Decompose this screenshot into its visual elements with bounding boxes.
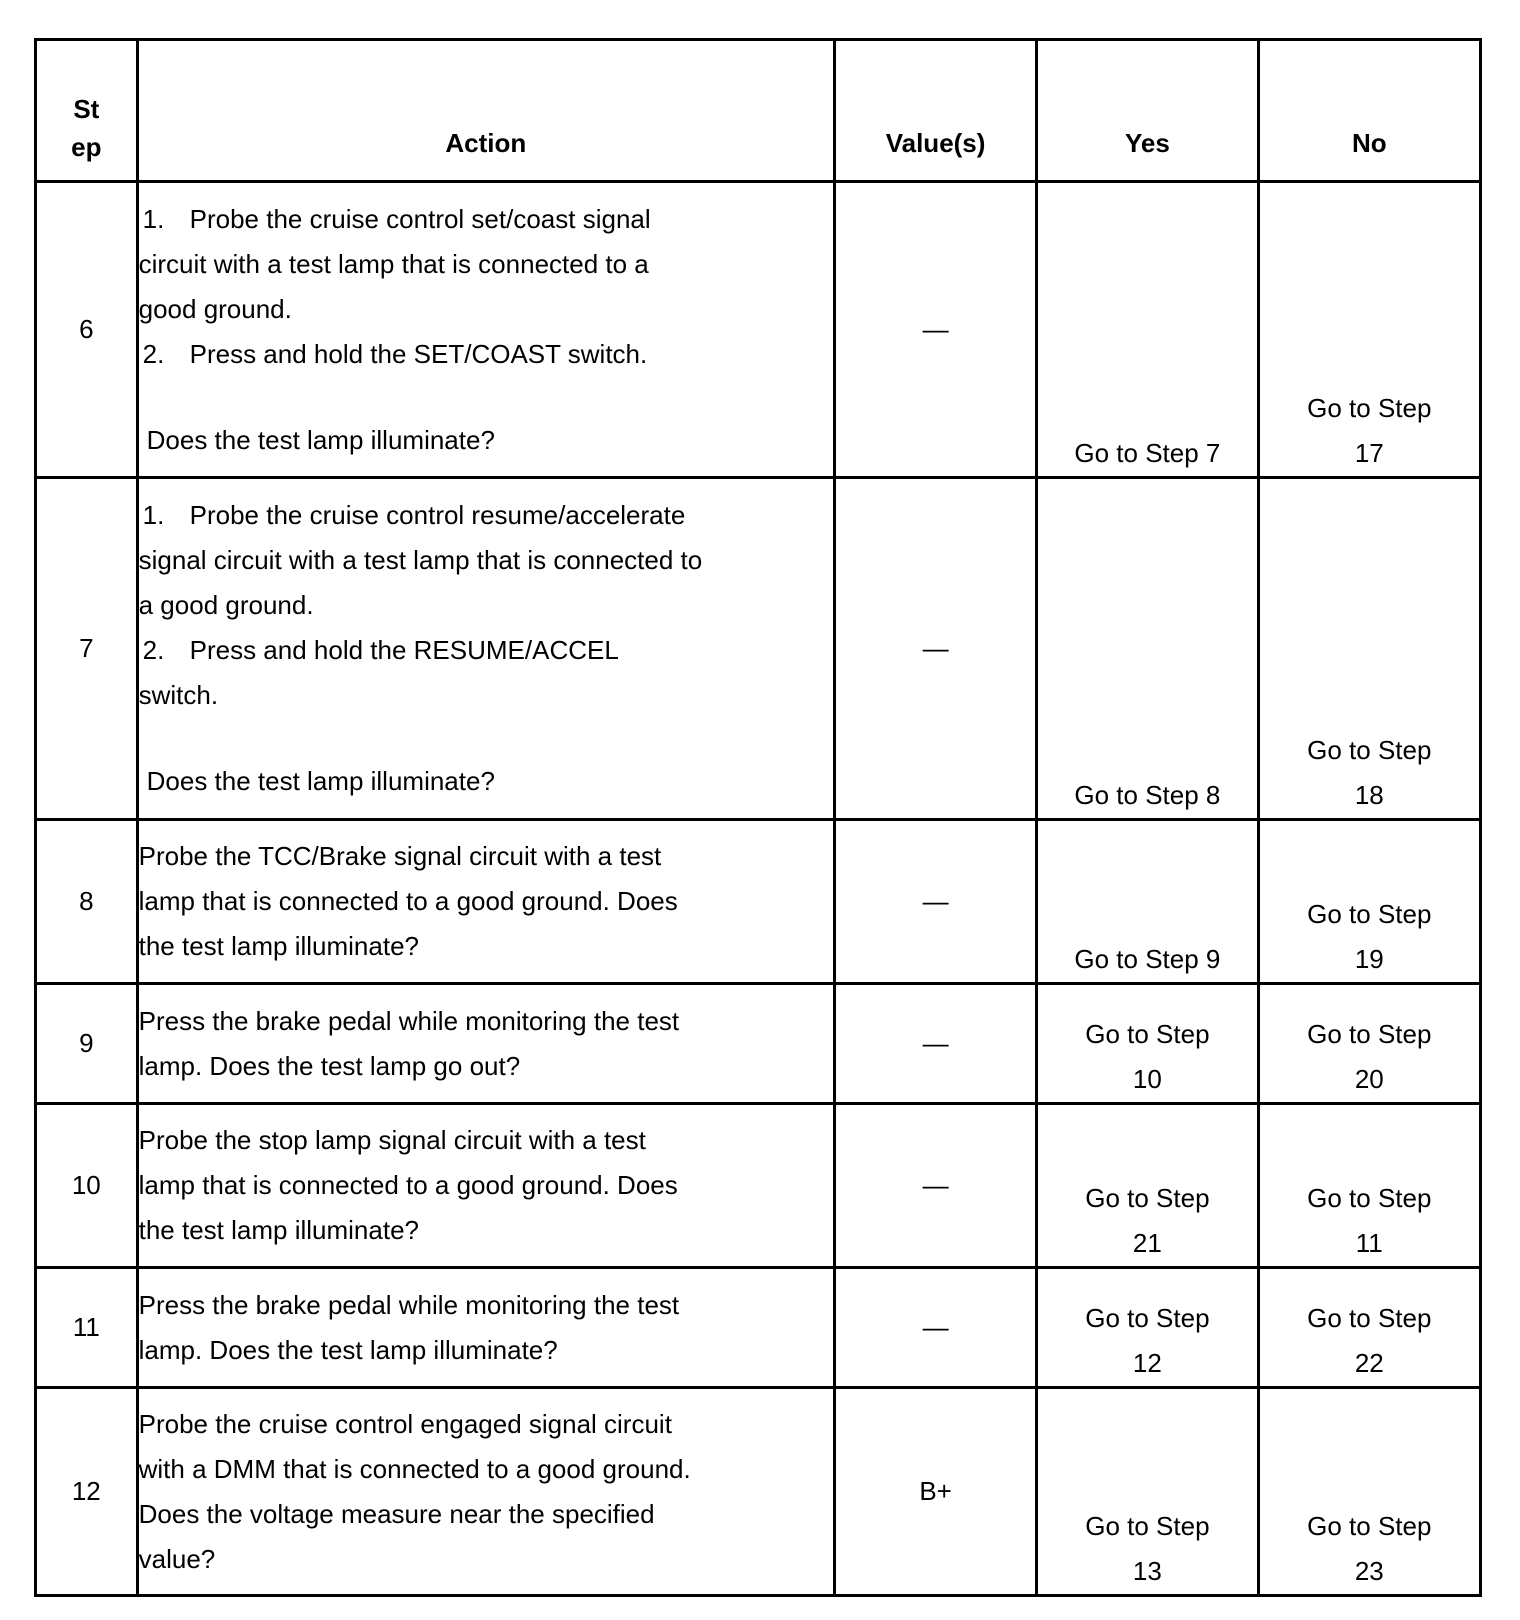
yes-destination: Go to Step 7 [1074, 438, 1221, 468]
no-destination: Go to Step [1307, 1511, 1432, 1541]
table-row [36, 984, 1481, 1104]
yes-cell [1037, 478, 1258, 820]
action-line [139, 1283, 833, 1328]
value-text: — [922, 1170, 949, 1200]
value-text: B+ [919, 1476, 952, 1506]
yes-destination: 10 [1132, 1064, 1162, 1094]
yes-destination: Go to Step [1085, 1511, 1210, 1541]
action-text: Press and hold the SET/COAST switch. [189, 338, 648, 369]
action-line [139, 1163, 833, 1208]
action-spacer [139, 377, 833, 418]
action-text: circuit with a test lamp that is connected to a [138, 248, 649, 279]
action-line [139, 834, 833, 879]
step-number: 6 [36, 182, 138, 478]
action-text: value? [138, 1543, 216, 1574]
step-number: 8 [36, 820, 138, 984]
action-line [139, 673, 833, 718]
yes-cell [1037, 1104, 1258, 1268]
table-row [36, 820, 1481, 984]
action-line [139, 332, 833, 377]
action-line [139, 287, 833, 332]
yes-cell [1037, 1268, 1258, 1388]
table-row [36, 1388, 1481, 1596]
action-text: good ground. [138, 293, 292, 324]
action-text: the test lamp illuminate? [138, 931, 419, 961]
action-line [139, 538, 833, 583]
header-step [36, 40, 138, 182]
yes-destination: Go to Step 9 [1074, 944, 1221, 974]
action-text: Probe the cruise control set/coast signal [189, 203, 651, 234]
no-destination: 18 [1354, 780, 1384, 810]
action-line [139, 1402, 833, 1447]
action-step-number: 2. [142, 635, 165, 665]
yes-destination: Go to Step [1085, 1019, 1210, 1049]
header-yes: Yes [1037, 40, 1258, 182]
action-text: lamp. Does the test lamp go out? [138, 1050, 521, 1081]
value-text: — [922, 1028, 949, 1058]
value-cell [834, 478, 1036, 820]
action-cell [137, 478, 834, 820]
yes-destination: Go to Step 8 [1074, 780, 1221, 810]
action-cell [137, 984, 834, 1104]
action-spacer [139, 718, 833, 759]
action-line [139, 583, 833, 628]
action-text: with a DMM that is connected to a good ground. [138, 1453, 691, 1484]
action-step-number: 1. [142, 500, 165, 530]
action-text: switch. [138, 680, 219, 710]
no-destination: 22 [1354, 1348, 1384, 1378]
no-cell [1258, 1388, 1480, 1596]
header-step-line: ep [71, 132, 102, 162]
action-text: lamp that is connected to a good ground. Does [138, 1170, 678, 1200]
no-cell [1258, 1268, 1480, 1388]
action-line [139, 1328, 833, 1373]
action-question: Does the test lamp illuminate? [146, 766, 495, 796]
table-row [36, 1268, 1481, 1388]
no-destination: 19 [1354, 944, 1384, 974]
action-line [139, 628, 833, 673]
header-step-line: St [73, 94, 100, 124]
table-row [36, 1104, 1481, 1268]
action-cell [137, 1388, 834, 1596]
action-line [139, 493, 833, 538]
diagnostic-table [34, 38, 1482, 1597]
action-line [139, 1208, 833, 1253]
value-text: — [922, 886, 949, 916]
action-line [139, 879, 833, 924]
action-text: a good ground. [138, 590, 314, 620]
no-destination: Go to Step [1307, 1183, 1432, 1213]
value-cell [834, 182, 1036, 478]
yes-cell [1037, 820, 1258, 984]
no-destination: Go to Step [1307, 735, 1432, 765]
header-row [36, 40, 1481, 182]
no-cell [1258, 984, 1480, 1104]
action-question: Does the test lamp illuminate? [146, 424, 495, 455]
action-line [139, 1447, 833, 1492]
action-step-number: 1. [142, 203, 165, 234]
step-number: 11 [36, 1268, 138, 1388]
action-line [139, 1044, 833, 1089]
step-number: 9 [36, 984, 138, 1104]
yes-cell [1037, 182, 1258, 478]
header-values: Value(s) [834, 40, 1036, 182]
action-text: the test lamp illuminate? [138, 1215, 419, 1245]
action-text: Probe the cruise control resume/accelerate [189, 500, 686, 530]
action-text: lamp. Does the test lamp illuminate? [138, 1334, 558, 1365]
action-line [139, 1118, 833, 1163]
action-line [139, 197, 833, 242]
action-text: Does the voltage measure near the specified [138, 1498, 655, 1529]
yes-destination: Go to Step [1085, 1183, 1210, 1213]
action-text: signal circuit with a test lamp that is connected to [138, 545, 703, 575]
no-destination: 23 [1354, 1556, 1384, 1586]
action-line [139, 999, 833, 1044]
yes-cell [1037, 984, 1258, 1104]
action-text: Press the brake pedal while monitoring the test [138, 1005, 680, 1036]
no-cell [1258, 1104, 1480, 1268]
yes-destination: Go to Step [1085, 1303, 1210, 1333]
action-text: Press the brake pedal while monitoring the test [138, 1289, 680, 1320]
action-line [139, 924, 833, 969]
action-line [139, 1492, 833, 1537]
action-cell [137, 1104, 834, 1268]
step-number: 10 [36, 1104, 138, 1268]
table-row [36, 478, 1481, 820]
action-text: Press and hold the RESUME/ACCEL [189, 635, 619, 665]
value-cell [834, 820, 1036, 984]
action-text: Probe the TCC/Brake signal circuit with a test [138, 841, 662, 871]
yes-cell [1037, 1388, 1258, 1596]
value-cell [834, 1388, 1036, 1596]
header-action: Action [137, 40, 834, 182]
value-cell [834, 1104, 1036, 1268]
no-destination: 11 [1355, 1228, 1383, 1258]
action-step-number: 2. [142, 338, 165, 369]
no-destination: Go to Step [1307, 1303, 1432, 1333]
no-cell [1258, 820, 1480, 984]
action-text: Probe the cruise control engaged signal circuit [138, 1408, 672, 1439]
yes-destination: 12 [1132, 1348, 1162, 1378]
action-line [139, 242, 833, 287]
no-cell [1258, 182, 1480, 478]
value-text: — [922, 633, 949, 663]
step-number: 12 [36, 1388, 138, 1596]
yes-destination: 21 [1132, 1228, 1162, 1258]
action-cell [137, 182, 834, 478]
action-cell [137, 820, 834, 984]
no-destination: 17 [1354, 438, 1384, 468]
value-cell [834, 1268, 1036, 1388]
header-no: No [1258, 40, 1480, 182]
action-text: lamp that is connected to a good ground. Does [138, 886, 678, 916]
no-destination: Go to Step [1307, 899, 1432, 929]
value-cell [834, 984, 1036, 1104]
value-text: — [922, 314, 949, 344]
yes-destination: 13 [1132, 1556, 1162, 1586]
no-destination: Go to Step [1307, 1019, 1432, 1049]
value-text: — [922, 1312, 949, 1342]
step-number: 7 [36, 478, 138, 820]
no-cell [1258, 478, 1480, 820]
action-line [139, 1537, 833, 1582]
no-destination: Go to Step [1307, 393, 1432, 423]
table-row [36, 182, 1481, 478]
action-text: Probe the stop lamp signal circuit with a test [138, 1125, 646, 1155]
action-cell [137, 1268, 834, 1388]
no-destination: 20 [1354, 1064, 1384, 1094]
